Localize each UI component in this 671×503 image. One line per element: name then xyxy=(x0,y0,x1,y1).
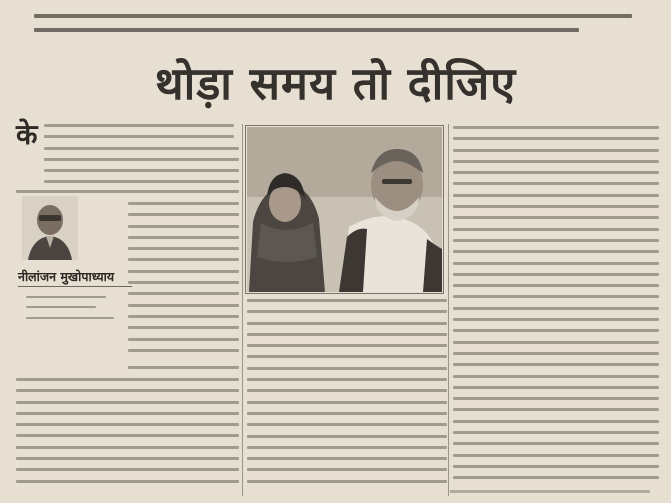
author-divider xyxy=(18,286,132,287)
main-photo xyxy=(247,127,442,292)
column-1-top-text xyxy=(44,124,239,192)
dropcap-letter: के xyxy=(16,118,38,151)
column-1-mid-text xyxy=(128,366,239,377)
author-name: नीलांजन मुखोपाध्याय xyxy=(18,269,115,284)
author-bio xyxy=(26,296,121,327)
strap-line-1 xyxy=(34,14,632,18)
column-1-lower-text xyxy=(16,378,239,491)
column-3-text xyxy=(453,126,659,488)
column-2-text xyxy=(247,299,447,491)
column-divider-1 xyxy=(242,124,243,496)
author-credit-footer xyxy=(450,490,650,493)
strap-line-2 xyxy=(34,28,579,32)
author-portrait xyxy=(22,196,78,260)
strap-summary xyxy=(34,8,634,32)
column-divider-2 xyxy=(448,124,449,496)
headline: थोड़ा समय तो दीजिए xyxy=(154,57,517,110)
column-1-beside-photo-text xyxy=(128,202,239,360)
